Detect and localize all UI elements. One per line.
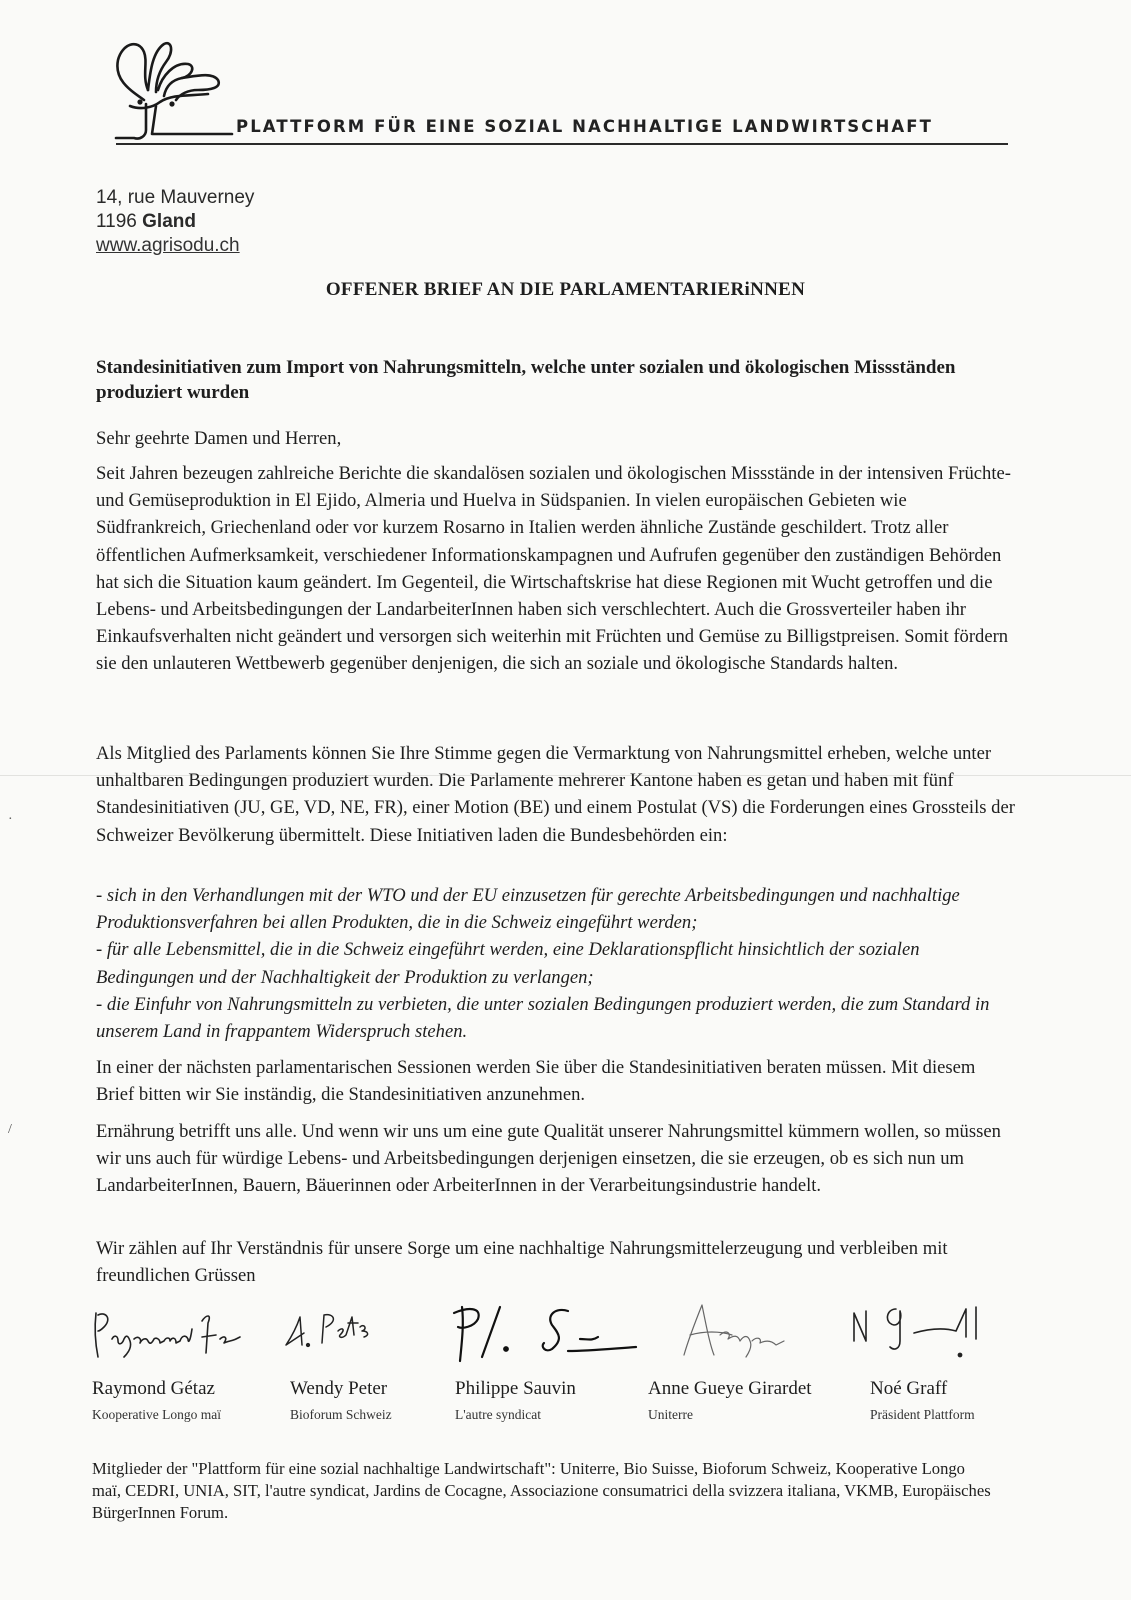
letter-subject: Standesinitiativen zum Import von Nahrungsmitteln, welche unter sozialen und ökologischen Missständen produziert wurden (96, 357, 956, 403)
signatory-name: Wendy Peter (290, 1378, 388, 1399)
paragraph-1: Seit Jahren bezeugen zahlreiche Berichte die skandalösen sozialen und ökologischen Missstände in der intensiven Früchte- und Gemüseproduktion in El Ejido, Almeria und Huelva in Südspanien. In vielen europäischen Gebieten wie Südfrankreich, Griechenland oder vor kurzem Rosarno in Italien werden ähnliche Zustände geschildert. Trotz aller öffentlichen Aufmerksamkeit, verschiedener Informationskampagnen und Aufrufen gegenüber den zuständigen Behörden hat sich die Situation kaum geändert. Im Gegenteil, die Wirtschaftskrise hat diese Regionen mit Wucht getroffen und die Lebens- und Arbeitsbedingungen der LandarbeiterInnen haben sich verschlechtert. Auch die Grossverteiler haben ihr Einkaufsverhalten nicht geändert und versorgen sich weiterhin mit Früchten und Gemüse zu Billigstpreisen. Somit fördern sie den unlauteren Wettbewerb gegenüber denjenigen, die sich an soziale und ökologische Standards halten. (96, 463, 1011, 675)
signatory-name: Raymond Gétaz (92, 1378, 215, 1399)
closing: Wir zählen auf Ihr Verständnis für unsere Sorge um eine nachhaltige Nahrungsmittelerzeugung und verbleiben mit freundlichen Grüssen (96, 1238, 948, 1287)
demand-item: - für alle Lebensmittel, die in die Schweiz eingeführt werden, eine Deklarationspflicht hinsichtlich der sozialen Bedingungen und der Nachhaltigkeit der Produktion zu verlangen; (96, 939, 920, 988)
signature-philippe-sauvin (448, 1295, 640, 1371)
signatory-organization: Bioforum Schweiz (290, 1407, 392, 1422)
scan-mark: / (8, 1122, 12, 1137)
signature-noe-graff (848, 1295, 990, 1371)
members-note: Mitglieder der "Plattform für eine sozial nachhaltige Landwirtschaft": Uniterre, Bio Suisse, Bioforum Schweiz, Kooperative Longo maï, CEDRI, UNIA, SIT, l'autre syndicat, Jardins de Cocagne, Associazione consumatrici della svizzera italiana, VKMB, Europäisches BürgerInnen Forum. (92, 1459, 991, 1522)
website-link[interactable]: www.agrisodu.ch (96, 235, 240, 256)
signatory-organization: Präsident Plattform (870, 1407, 975, 1422)
demands-list (96, 882, 1016, 1045)
demand-item: - sich in den Verhandlungen mit der WTO und der EU einzusetzen für gerechte Arbeitsbedingungen und nachhaltige Produktionsverfahren bei allen Produkten, die in die Schweiz eingeführt werden; (96, 885, 960, 934)
address-postcode: 1196 (96, 211, 137, 232)
signature-raymond-getaz (90, 1295, 270, 1371)
signatory-organization: Uniterre (648, 1407, 693, 1422)
address-city-name: Gland (142, 211, 196, 232)
paragraph-4: Ernährung betrifft uns alle. Und wenn wir uns um eine gute Qualität unserer Nahrungsmittel kümmern wollen, so müssen wir uns auch für würdige Lebens- und Arbeitsbedingungen derjenigen einsetzen, die sie erzeugen, ob es sich nun um LandarbeiterInnen, Bauern, Bäuerinnen oder ArbeiterInnen in der Verarbeitungsindustrie handelt. (96, 1121, 1001, 1197)
signatory-organization: L'autre syndicat (455, 1407, 542, 1422)
signatory-organization: Kooperative Longo maï (92, 1407, 221, 1422)
demand-item: - die Einfuhr von Nahrungsmitteln zu verbieten, die unter sozialen Bedingungen produziert werden, die zum Standard in unserem Land in frappantem Widerspruch stehen. (96, 993, 990, 1043)
address-city (96, 210, 196, 234)
paragraph-3: In einer der nächsten parlamentarischen Sessionen werden Sie über die Standesinitiativen beraten müssen. Mit diesem Brief bitten wir Sie inständig, die Standesinitiativen anzunehmen. (96, 1057, 976, 1106)
signatory-name: Noé Graff (870, 1378, 948, 1399)
address-street: 14, rue Mauverney (96, 187, 255, 208)
organization-name: PLATTFORM FÜR EINE SOZIAL NACHHALTIGE LANDWIRTSCHAFT (236, 117, 934, 136)
signatory-name: Anne Gueye Girardet (648, 1378, 812, 1399)
scan-mark: · (8, 812, 13, 827)
signature-wendy-peter (282, 1295, 382, 1371)
paragraph-2: Als Mitglied des Parlaments können Sie Ihre Stimme gegen die Vermarktung von Nahrungsmittel erheben, welche unter unhaltbaren Bedingungen produziert wurden. Die Parlamente mehrerer Kantone haben es getan und haben mit fünf Standesinitiativen (JU, GE, VD, NE, FR), einer Motion (BE) und einem Postulat (VS) die Forderungen eines Grossteils der Schweizer Bevölkerung übermittelt. Diese Initiativen laden die Bundesbehörden ein: (96, 743, 1015, 846)
signatory-name: Philippe Sauvin (455, 1378, 576, 1399)
salutation: Sehr geehrte Damen und Herren, (96, 428, 342, 449)
letter-title: OFFENER BRIEF AN DIE PARLAMENTARIERiNNEN (325, 279, 806, 300)
farmer-plant-logo-icon (100, 30, 240, 148)
header-rule (116, 143, 1008, 145)
signature-anne-gueye-girardet (680, 1295, 810, 1371)
